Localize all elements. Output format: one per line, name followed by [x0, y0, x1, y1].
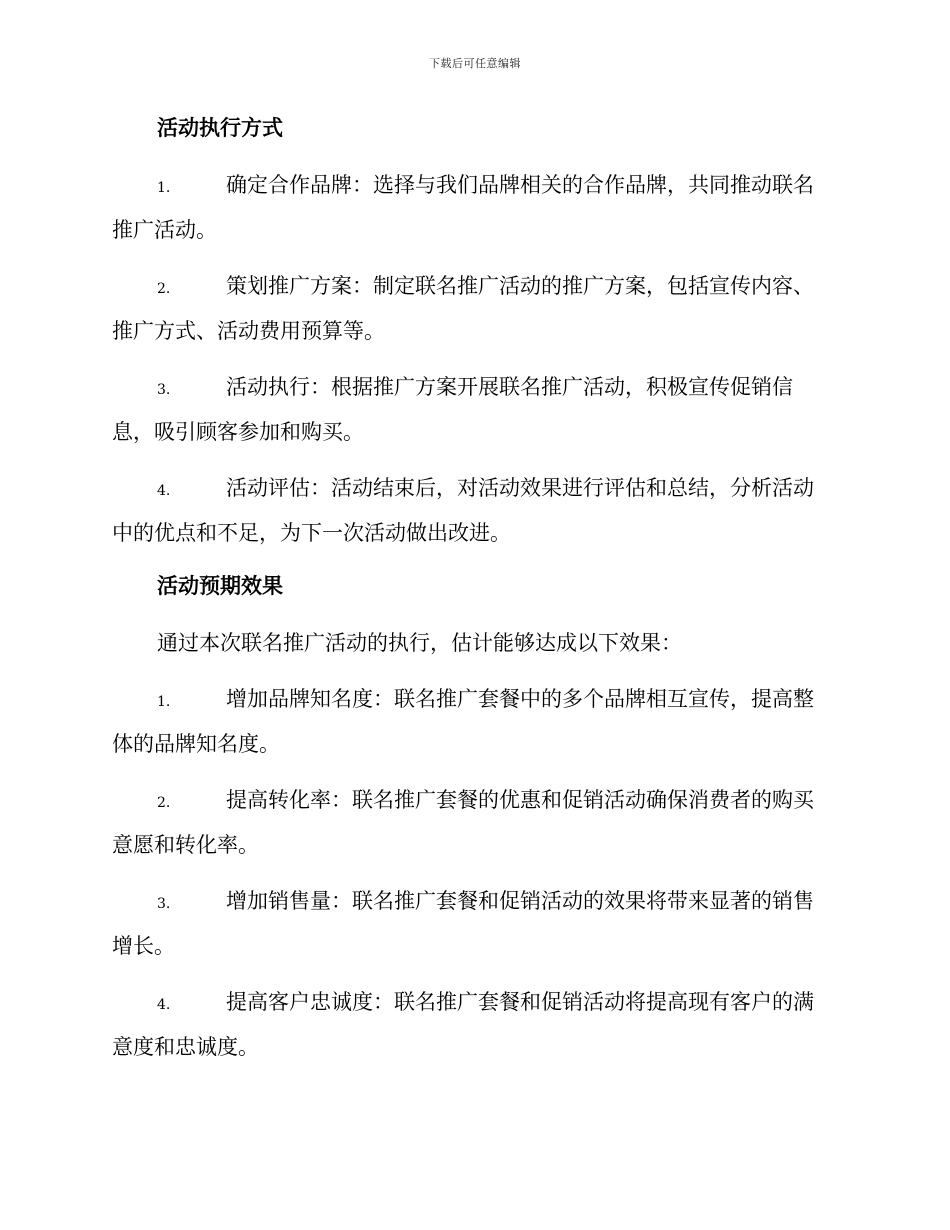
list-item-text: 增加销售量：联名推广套餐和促销活动的效果将带来显著的销售增长。: [112, 889, 814, 958]
list-number: 4.: [157, 997, 171, 1013]
list-item: [112, 265, 834, 352]
list-item-text: 确定合作品牌：选择与我们品牌相关的合作品牌，共同推动联名推广活动。: [112, 173, 814, 242]
list-number: 3.: [157, 896, 171, 912]
list-item: [112, 981, 834, 1068]
list-number: 1.: [157, 694, 171, 710]
list-item: [112, 366, 834, 453]
list-item-text: 活动执行：根据推广方案开展联名推广活动，积极宣传促销信息，吸引顾客参加和购买。: [112, 375, 793, 444]
list-number: 1.: [157, 180, 171, 196]
header-note: 下载后可任意编辑: [429, 57, 521, 70]
list-number: 2.: [157, 281, 171, 297]
list-item: [112, 779, 834, 866]
list-number: 2.: [157, 795, 171, 811]
list-item-text: 增加品牌知名度：联名推广套餐中的多个品牌相互宣传，提高整体的品牌知名度。: [112, 687, 814, 756]
list-item: [112, 467, 834, 554]
list-item: [112, 164, 834, 251]
section-heading-expected-effects: 活动预期效果: [157, 573, 283, 598]
list-number: 3.: [157, 382, 171, 398]
list-item-text: 提高转化率：联名推广套餐的优惠和促销活动确保消费者的购买意愿和转化率。: [112, 788, 814, 857]
section-heading-execution: 活动执行方式: [157, 115, 283, 140]
list-number: 4.: [157, 483, 171, 499]
list-item-text: 策划推广方案：制定联名推广活动的推广方案，包括宣传内容、推广方式、活动费用预算等。: [112, 274, 814, 343]
section-intro: 通过本次联名推广活动的执行，估计能够达成以下效果：: [157, 631, 682, 655]
list-item: [112, 880, 834, 967]
list-item-text: 提高客户忠诚度：联名推广套餐和促销活动将提高现有客户的满意度和忠诚度。: [112, 990, 814, 1059]
document-body: [112, 110, 834, 1068]
list-item: [112, 678, 834, 765]
list-item-text: 活动评估：活动结束后，对活动效果进行评估和总结，分析活动中的优点和不足，为下一次活动做出改进。: [112, 476, 814, 545]
